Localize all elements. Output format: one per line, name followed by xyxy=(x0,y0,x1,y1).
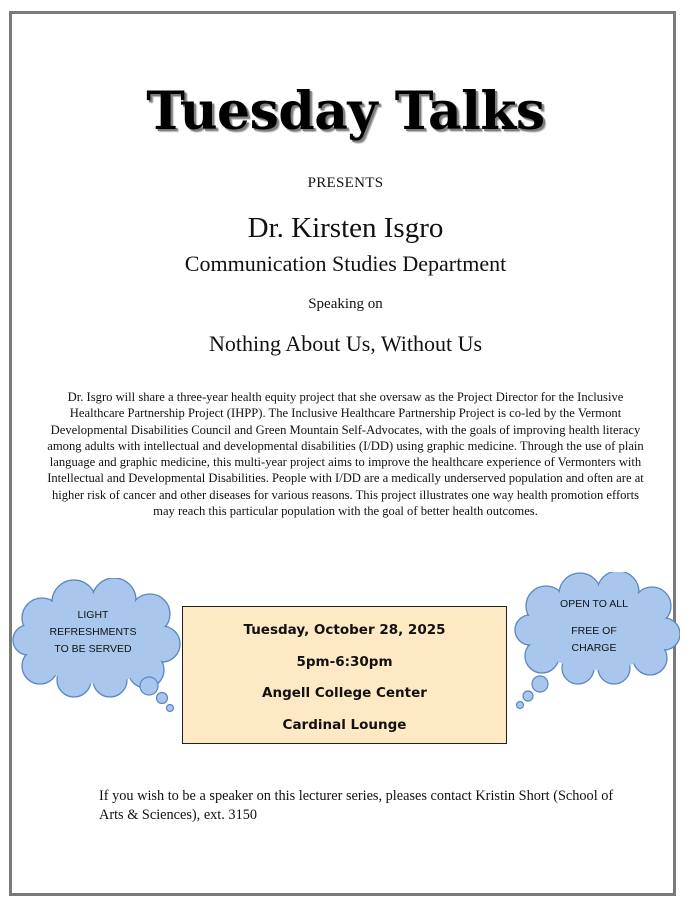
talk-title: Nothing About Us, Without Us xyxy=(208,331,483,356)
speaker-contact-note: If you wish to be a speaker on this lecturer series, pleases contact Kristin Short (School of Arts & Sciences), ext. 3150 xyxy=(99,788,614,823)
event-time: 5pm-6:30pm xyxy=(296,653,393,670)
right-cloud-line-1: OPEN TO ALL xyxy=(560,598,628,610)
event-venue: Angell College Center xyxy=(262,685,427,701)
right-cloud-text xyxy=(536,596,652,657)
event-room: Cardinal Lounge xyxy=(282,716,407,733)
left-cloud-line-1: LIGHT xyxy=(77,609,109,621)
event-details-box xyxy=(182,606,507,744)
refreshments-cloud xyxy=(12,578,182,718)
left-cloud-line-3: TO BE SERVED xyxy=(54,643,132,655)
speaker-name: Dr. Kirsten Isgro xyxy=(247,212,444,244)
left-cloud-text xyxy=(32,607,154,658)
presents-label: PRESENTS xyxy=(307,175,384,191)
speaker-department: Communication Studies Department xyxy=(184,251,507,276)
right-cloud-line-2: FREE OF xyxy=(571,625,617,637)
event-date: Tuesday, October 28, 2025 xyxy=(243,622,446,638)
talk-description: Dr. Isgro will share a three-year health equity project that she oversaw as the Project Director for the Inclusive Healthcare Partnership Project (IHPP). The Inclusive Healthcare Partnership Project is co-led by the Vermont Developmental Disabilities Council and Green Mountain Self-Advocates, with the goals of improving health literacy among adults with intellectual and developmental disabilities (I/DD) using graphic medicine. Through the use of plain language and graphic medicine, this multi-year project aims to improve the healthcare experience of Vermonters with Intellectual and Developmental Disabilities. People with I/DD are a medically underserved population and often are at higher risk of cancer and other diseases for various reasons. This project illustrates one way health promotion efforts may reach this particular population with the goal of better health outcomes. xyxy=(47,390,644,519)
page-title: Tuesday Talks xyxy=(146,81,545,142)
left-cloud-line-2: REFRESHMENTS xyxy=(49,626,137,638)
speaking-on-label: Speaking on xyxy=(308,296,383,312)
right-cloud-line-3: CHARGE xyxy=(571,642,617,654)
open-to-all-cloud xyxy=(512,572,680,712)
